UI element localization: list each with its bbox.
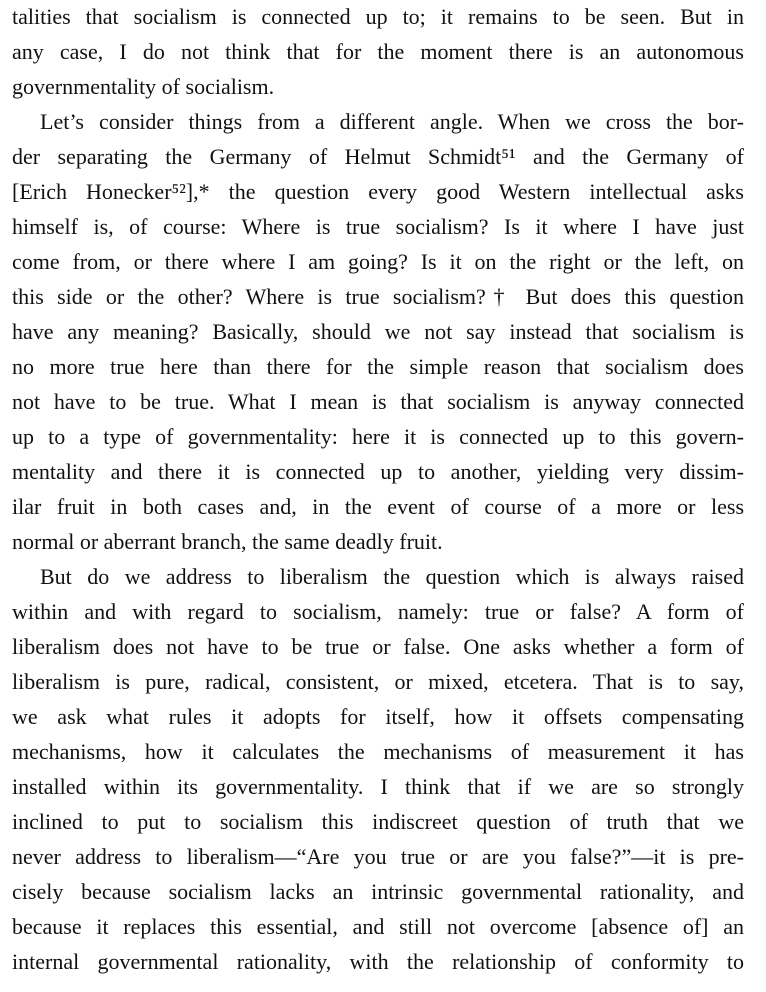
text-line: [Erich Honecker⁵²],* the question every good Western intellectual asks: [12, 179, 744, 204]
text-line: never address to liberalism—“Are you true or are you false?”—it is pre-: [12, 844, 744, 869]
text-line: within and with regard to socialism, namely: true or false? A form of: [12, 599, 744, 624]
text-line: ilar fruit in both cases and, in the event of course of a more or less: [12, 494, 744, 519]
text-line: liberalism is pure, radical, consistent, or mixed, etcetera. That is to say,: [12, 669, 744, 694]
text-line: installed within its governmentality. I think that if we are so strongly: [12, 774, 744, 799]
text-line: have any meaning? Basically, should we not say instead that socialism is: [12, 319, 744, 344]
text-line: this side or the other? Where is true socialism?† But does this question: [12, 284, 744, 309]
text-line: inclined to put to socialism this indiscreet question of truth that we: [12, 809, 744, 834]
text-line: liberalism does not have to be true or false. One asks whether a form of: [12, 634, 744, 659]
text-line: come from, or there where I am going? Is it on the right or the left, on: [12, 249, 744, 274]
text-line: not have to be true. What I mean is that socialism is anyway connected: [12, 389, 744, 414]
text-line: up to a type of governmentality: here it is connected up to this govern-: [12, 424, 744, 449]
text-line: because it replaces this essential, and still not overcome [absence of] an: [12, 914, 744, 939]
text-line: mentality and there it is connected up to another, yielding very dissim-: [12, 459, 744, 484]
text-line: talities that socialism is connected up to; it remains to be seen. But in: [12, 4, 744, 29]
text-line: der separating the Germany of Helmut Schmidt⁵¹ and the Germany of: [12, 144, 744, 169]
text-line: internal governmental rationality, with the relationship of conformity to: [12, 949, 744, 974]
text-line: But do we address to liberalism the question which is always raised: [40, 564, 744, 589]
text-line: any case, I do not think that for the moment there is an autonomous: [12, 39, 744, 64]
text-line: we ask what rules it adopts for itself, how it offsets compensating: [12, 704, 744, 729]
text-line: normal or aberrant branch, the same deadly fruit.: [12, 529, 443, 554]
text-line: Let’s consider things from a different angle. When we cross the bor-: [40, 109, 744, 134]
text-line: cisely because socialism lacks an intrinsic governmental rationality, and: [12, 879, 744, 904]
text-line: mechanisms, how it calculates the mechanisms of measurement it has: [12, 739, 744, 764]
text-line: no more true here than there for the simple reason that socialism does: [12, 354, 744, 379]
text-line: himself is, of course: Where is true socialism? Is it where I have just: [12, 214, 744, 239]
text-line: governmentality of socialism.: [12, 74, 275, 99]
